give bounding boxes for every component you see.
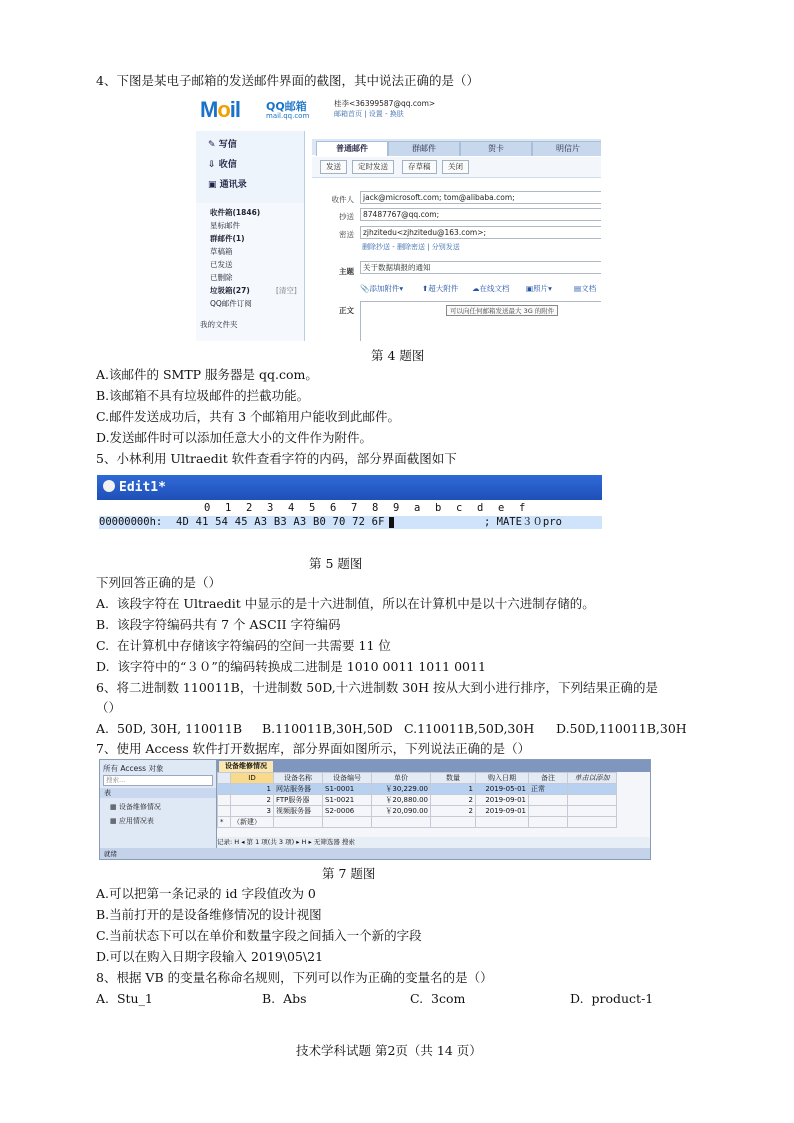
record-navigator[interactable]: 记录: H ◂ 第 1 项(共 3 项) ▸ H ▸ 无筛选器 搜索 <box>217 837 651 848</box>
hex-row[interactable] <box>99 516 602 529</box>
app-icon <box>103 480 115 492</box>
tab-postcard[interactable]: 明信片 <box>532 141 601 156</box>
q4-caption: 第 4 题图 <box>371 348 425 363</box>
mail-brand-url: mail.qq.com <box>266 112 310 120</box>
q7-option-c: C.当前状态下可以在单价和数量字段之间插入一个新的字段 <box>96 928 422 943</box>
q4-option-b: B.该邮箱不具有垃圾邮件的拦截功能。 <box>96 388 310 403</box>
nav-item-repair-table[interactable]: ▦ 设备维修情况 <box>110 803 161 811</box>
to-label: 收件人 <box>331 195 354 204</box>
q8-option-b: B. Abs <box>262 991 307 1006</box>
access-tab-bar <box>217 760 651 772</box>
q7-option-a: A.可以把第一条记录的 id 字段值改为 0 <box>96 886 316 901</box>
ultraedit-screenshot <box>97 475 602 544</box>
q7-stem: 7、使用 Access 软件打开数据库，部分界面如图所示，下列说法正确的是（） <box>96 741 531 756</box>
folder-mine[interactable]: 我的文件夹 <box>200 320 238 329</box>
q6-option-b: B.110011B,30H,50D <box>262 721 393 736</box>
datasheet-table <box>217 772 617 828</box>
subject-label: 主题 <box>339 267 354 276</box>
receive-button[interactable]: ⇩ 收信 <box>208 160 237 170</box>
close-button[interactable]: 关闭 <box>442 160 469 174</box>
write-button[interactable]: ✎ 写信 <box>208 140 237 150</box>
table-row[interactable]: 1 网站服务器 S1-0001 ￥30,229.00 1 2019-05-01 正常 <box>218 784 617 795</box>
folder-junk[interactable]: 垃圾箱(27) <box>210 286 250 295</box>
nav-pane-title[interactable]: 所有 Access 对象 <box>103 764 164 773</box>
nav-search-input[interactable]: 搜索... <box>103 775 213 786</box>
q4-stem: 4、下图是某电子邮箱的发送邮件界面的截图，其中说法正确的是（） <box>96 73 479 88</box>
folder-inbox[interactable]: 收件箱(1846) <box>210 208 261 217</box>
hex-text: ; MATE３０pro <box>484 516 562 528</box>
tab-group-mail[interactable]: 群邮件 <box>388 141 460 156</box>
clear-junk-link[interactable]: [清空] <box>276 286 297 295</box>
hex-bytes: 4D 41 54 45 A3 B3 A3 B0 70 72 6F <box>176 516 385 528</box>
table-row-new[interactable]: * （新建） <box>218 817 617 828</box>
col-purchase-date[interactable]: 购入日期 <box>476 773 529 784</box>
attachment-tooltip: 可以向任何邮箱发送最大 3G 的附件 <box>446 305 558 316</box>
folder-subscription[interactable]: QQ邮件订阅 <box>210 299 252 308</box>
q6-option-a: A. 50D, 30H, 110011B <box>96 721 243 736</box>
large-attachment-link[interactable]: ⬆超大附件 <box>422 284 459 293</box>
col-remark[interactable]: 备注 <box>529 773 568 784</box>
q5-caption: 第 5 题图 <box>309 556 363 571</box>
mail-user: 桂李<36399587@qq.com> <box>334 99 436 108</box>
bcc-label: 密送 <box>339 230 354 239</box>
table-row[interactable]: 2 FTP服务器 S1-0021 ￥20,880.00 2 2019-09-01 <box>218 795 617 806</box>
photo-link[interactable]: ▣照片▾ <box>526 284 552 293</box>
folder-sent[interactable]: 已发送 <box>210 260 233 269</box>
save-draft-button[interactable]: 存草稿 <box>402 160 437 174</box>
cc-field[interactable]: 87487767@qq.com; <box>360 208 601 221</box>
hex-ruler: 0 1 2 3 4 5 6 7 8 9 a b c d e f <box>97 500 602 515</box>
q7-caption: 第 7 题图 <box>322 866 376 881</box>
col-add[interactable]: 单击以添加 <box>568 773 617 784</box>
tab-card[interactable]: 贺卡 <box>460 141 532 156</box>
access-status-bar: 就绪 <box>100 848 651 860</box>
tab-normal-mail[interactable]: 普通邮件 <box>316 141 388 156</box>
col-quantity[interactable]: 数量 <box>431 773 476 784</box>
qq-mail-screenshot <box>196 95 601 341</box>
nav-item-usage-table[interactable]: ▦ 应用情况表 <box>110 817 154 825</box>
hex-address: 00000000h: <box>99 516 163 528</box>
to-field[interactable]: jack@microsoft.com; tom@alibaba.com; <box>360 191 601 204</box>
folder-drafts[interactable]: 草稿箱 <box>210 247 233 256</box>
online-doc-link[interactable]: ☁在线文档 <box>472 284 510 293</box>
compose-toolbar <box>312 157 601 178</box>
q5-lead: 下列回答正确的是（） <box>96 575 222 590</box>
doc-link[interactable]: ▤文档 <box>574 284 597 293</box>
q6-option-d: D.50D,110011B,30H <box>556 721 687 736</box>
folder-deleted[interactable]: 已删除 <box>210 273 233 282</box>
q8-option-d: D. product-1 <box>570 991 654 1006</box>
page-footer: 技术学科试题 第2页（共 14 页） <box>296 1043 482 1058</box>
nav-section-tables[interactable]: 表 <box>100 788 216 798</box>
text-cursor <box>389 517 394 528</box>
q7-option-b: B.当前打开的是设备维修情况的设计视图 <box>96 907 322 922</box>
q5-option-c: C. 在计算机中存储该字符编码的空间一共需要 11 位 <box>96 638 391 653</box>
subject-field[interactable]: 关于数据填报的通知 <box>360 261 601 274</box>
q5-option-a: A. 该段字符在 Ultraedit 中显示的是十六进制值，所以在计算机中是以十六进制存储的。 <box>96 596 595 611</box>
q6-option-c: C.110011B,50D,30H <box>404 721 535 736</box>
col-price[interactable]: 单价 <box>372 773 431 784</box>
access-screenshot <box>99 759 651 860</box>
ultraedit-title-bar: Edit1* <box>97 475 602 500</box>
body-label: 正文 <box>339 306 354 315</box>
q5-option-b: B. 该段字符编码共有 7 个 ASCII 字符编码 <box>96 617 341 632</box>
q6-stem-cont: （） <box>96 700 122 715</box>
qq-mail-logo: Moil <box>200 97 241 122</box>
mail-user-links[interactable]: 邮箱首页 | 设置 - 换肤 <box>334 110 404 118</box>
q4-option-c: C.邮件发送成功后，共有 3 个邮箱用户能收到此邮件。 <box>96 409 400 424</box>
add-attachment-link[interactable]: 📎添加附件▾ <box>360 284 404 293</box>
q5-stem: 5、小林利用 Ultraedit 软件查看字符的内码，部分界面截图如下 <box>96 451 457 466</box>
col-device-name[interactable]: 设备名称 <box>274 773 323 784</box>
send-button[interactable]: 发送 <box>320 160 347 174</box>
folder-group[interactable]: 群邮件(1) <box>210 234 245 243</box>
access-nav-pane <box>100 760 217 848</box>
compose-tabs <box>312 139 601 155</box>
col-device-id[interactable]: 设备编号 <box>323 773 372 784</box>
table-row[interactable]: 3 视频服务器 S2-0006 ￥20,090.00 2 2019-09-01 <box>218 806 617 817</box>
cc-label: 抄送 <box>339 212 354 221</box>
q4-option-a: A.该邮件的 SMTP 服务器是 qq.com。 <box>96 367 318 382</box>
bcc-field[interactable]: zjhzitedu<zjhzitedu@163.com>; <box>360 226 601 239</box>
contacts-button[interactable]: ▣ 通讯录 <box>208 180 247 190</box>
table-header-row <box>218 773 617 784</box>
col-id[interactable]: ID <box>231 773 274 784</box>
schedule-send-button[interactable]: 定时发送 <box>352 160 394 174</box>
mail-folder-list <box>196 203 305 341</box>
q4-option-d: D.发送邮件时可以添加任意大小的文件作为附件。 <box>96 430 373 445</box>
q5-option-d: D. 该字符中的“３０”的编码转换成二进制是 1010 0011 1011 0011 <box>96 659 486 674</box>
cc-bcc-links[interactable]: 删除抄送 - 删除密送 | 分别发送 <box>362 243 460 251</box>
mail-brand: QQ邮箱 <box>266 100 307 113</box>
mail-left-actions <box>196 131 305 203</box>
q7-option-d: D.可以在购入日期字段输入 2019\05\21 <box>96 949 324 964</box>
tab-repair-table[interactable]: 设备维修情况 <box>219 761 273 772</box>
q6-stem: 6、将二进制数 110011B，十进制数 50D,十六进制数 30H 按从大到小进行排序，下列结果正确的是 <box>96 680 659 695</box>
q8-stem: 8、根据 VB 的变量名称命名规则，下列可以作为正确的变量名的是（） <box>96 970 493 985</box>
q8-option-c: C. 3com <box>410 991 466 1006</box>
folder-starred[interactable]: 星标邮件 <box>210 221 240 230</box>
q8-option-a: A. Stu_1 <box>96 991 153 1006</box>
